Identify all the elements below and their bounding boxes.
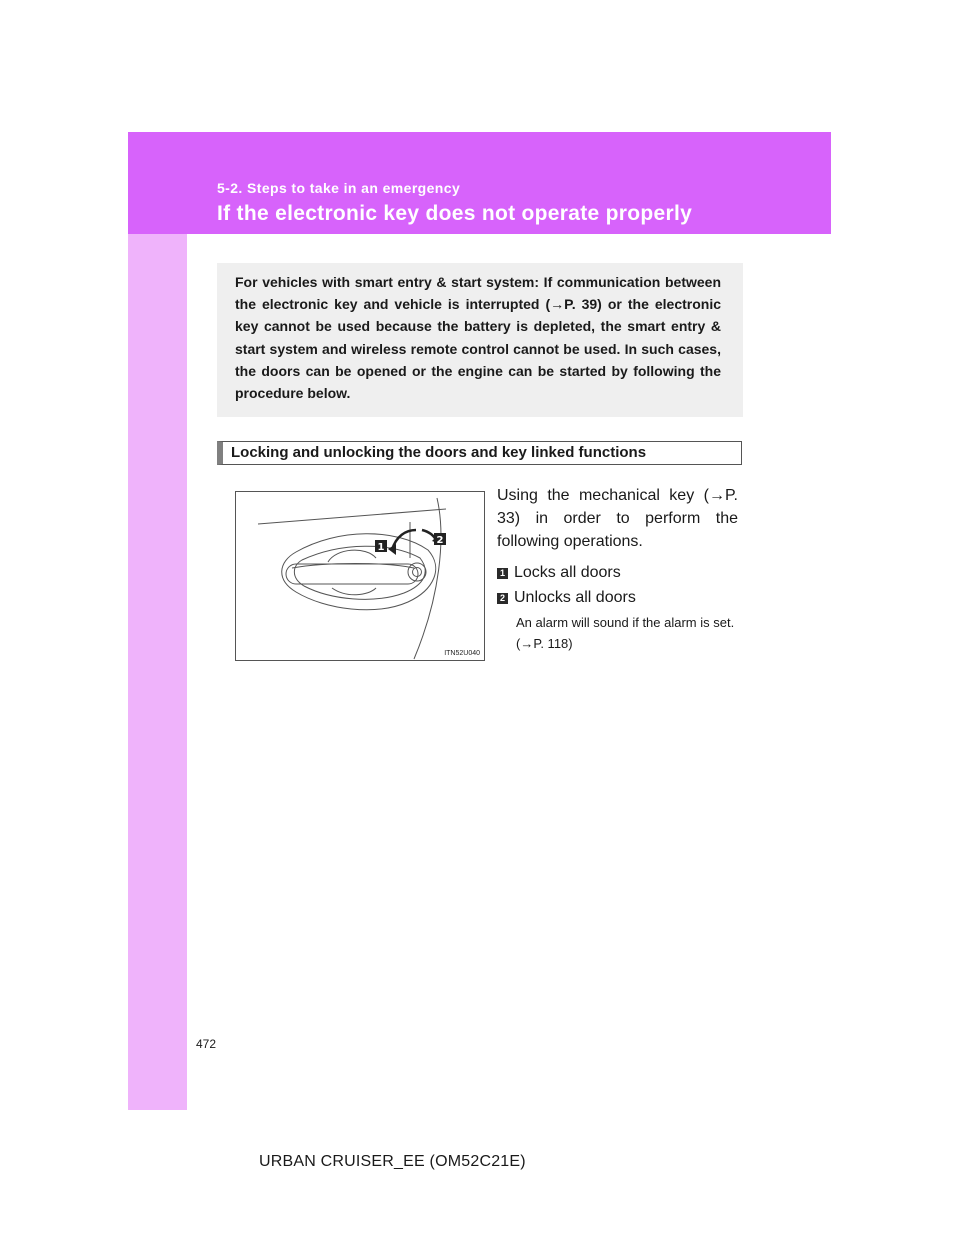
section-label: 5-2. Steps to take in an emergency <box>217 180 461 196</box>
subheading: Locking and unlocking the doors and key linked functions <box>217 441 742 465</box>
figure-marker-1: 1 <box>377 542 385 553</box>
step-marker: 2 <box>497 593 508 604</box>
body-text: Using the mechanical key (→P. 33) in order to perform the following operations. <box>497 487 738 550</box>
page-title: If the electronic key does not operate properly <box>217 202 693 225</box>
figure-marker-2: 2 <box>436 535 444 546</box>
step-text: Unlocks all doors <box>514 589 636 606</box>
page-number: 472 <box>196 1037 217 1051</box>
door-handle-drawing <box>236 492 484 660</box>
step-lock <box>497 563 621 583</box>
side-band <box>128 132 187 1110</box>
step-marker: 1 <box>497 568 508 579</box>
door-handle-illustration <box>235 491 485 661</box>
intro-text: For vehicles with smart entry & start system: If communication between the electronic key and vehicle is interrupted (→P. 39) or the electronic key cannot be used because the battery is depleted, the smart entry & start system and wireless remote control cannot be used. In such cases, the doors can be opened or the engine can be started by following the procedure below. <box>235 274 721 402</box>
intro-box <box>217 263 743 417</box>
alarm-note: An alarm will sound if the alarm is set. (→P. 118) <box>516 615 735 651</box>
footer: URBAN CRUISER_EE (OM52C21E) <box>259 1153 526 1170</box>
figure-code: ITN52U040 <box>444 650 480 657</box>
step-unlock <box>497 588 636 608</box>
step-text: Locks all doors <box>514 564 621 581</box>
